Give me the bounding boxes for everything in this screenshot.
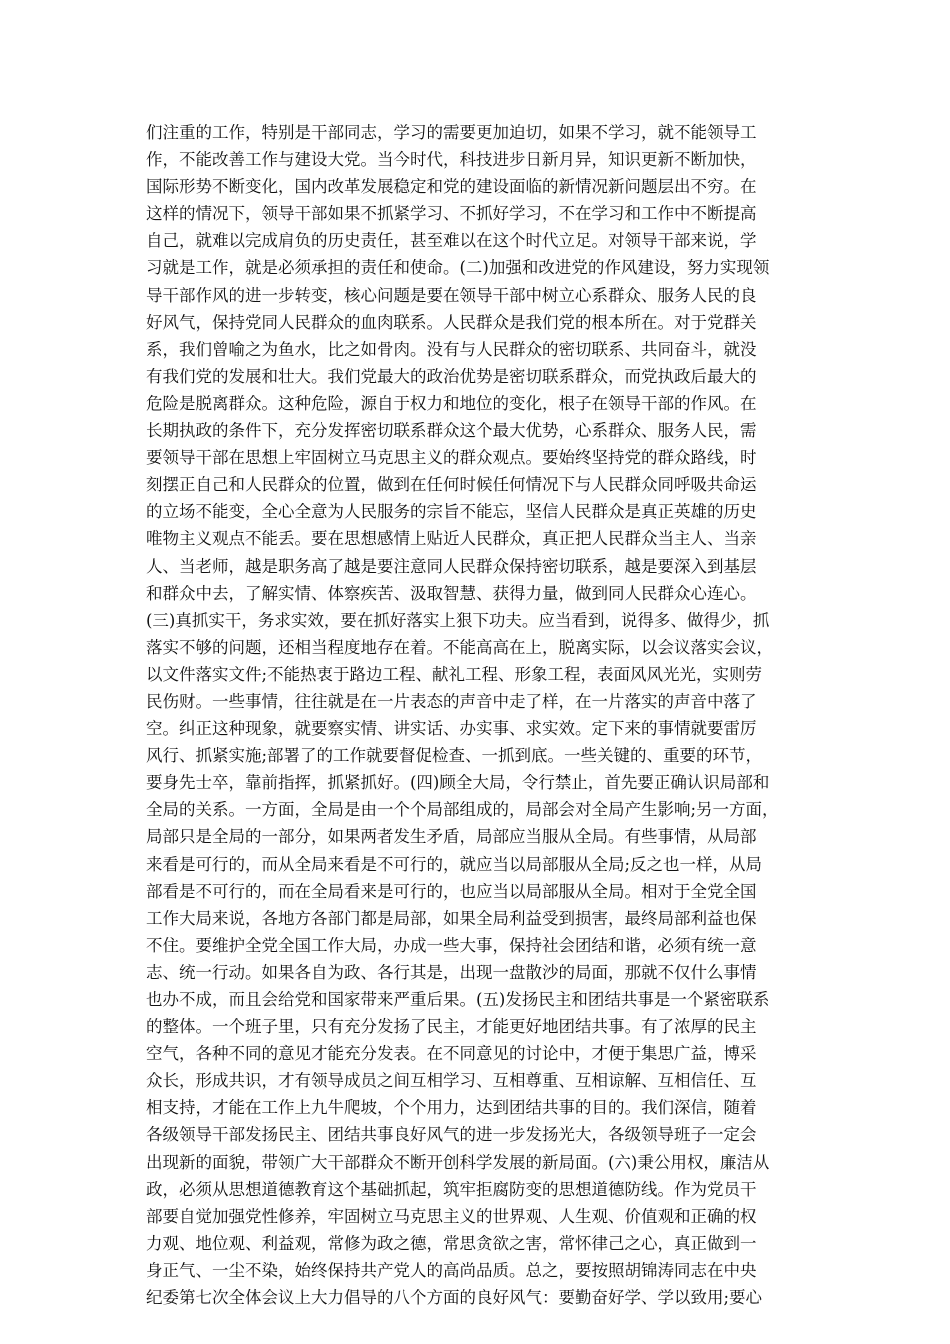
text-line: 和群众中去，了解实情、体察疾苦、汲取智慧、获得力量，做到同人民群众心连心。 [146,583,757,603]
text-line: 民伤财。一些事情，往往就是在一片表态的声音中走了样，在一片落实的声音中落了 [146,691,757,711]
text-line: 出现新的面貌，带领广大干部群众不断开创科学发展的新局面。(六)秉公用权，廉洁从 [146,1152,770,1172]
text-line: 要领导干部在思想上牢固树立马克思主义的群众观点。要始终坚持党的群众路线，时 [146,448,757,468]
text-line: 的整体。一个班子里，只有充分发扬了民主，才能更好地团结共事。有了浓厚的民主 [146,1017,757,1037]
text-line: 部看是不可行的，而在全局看来是可行的，也应当以局部服从全局。相对于全党全国 [146,881,757,901]
text-line: 们注重的工作，特别是干部同志，学习的需要更加迫切，如果不学习，就不能领导工 [146,123,757,142]
text-line: 国际形势不断变化，国内改革发展稳定和党的建设面临的新情况新问题层出不穷。在 [146,177,757,197]
text-line: 人、当老师，越是职务高了越是要注意同人民群众保持密切联系，越是要深入到基层 [146,556,757,576]
text-line: 自己，就难以完成肩负的历史责任，甚至难以在这个时代立足。对领导干部来说，学 [146,231,757,251]
text-line: 要身先士卒，靠前指挥，抓紧抓好。(四)顾全大局，令行禁止，首先要正确认识局部和 [146,773,770,793]
text-line: 危险是脱离群众。这种危险，源自于权力和地位的变化，根子在领导干部的作风。在 [146,393,757,413]
text-line: 系，我们曾喻之为鱼水，比之如骨肉。没有与人民群众的密切联系、共同奋斗，就没 [146,339,757,359]
text-line: 导干部作风的进一步转变，核心问题是要在领导干部中树立心系群众、服务人民的良 [146,285,757,305]
text-line: 全局的关系。一方面，全局是由一个个局部组成的，局部会对全局产生影响;另一方面， [146,800,779,820]
text-line: 唯物主义观点不能丢。要在思想感情上贴近人民群众，真正把人民群众当主人、当亲 [146,529,757,549]
text-line: 志、统一行动。如果各自为政、各行其是，出现一盘散沙的局面，那就不仅什么事情 [146,962,757,982]
text-line: 以文件落实文件;不能热衷于路边工程、献礼工程、形象工程，表面风风光光，实则劳 [146,664,763,684]
text-line: 有我们党的发展和壮大。我们党最大的政治优势是密切联系群众，而党执政后最大的 [146,366,757,386]
text-line: 局部只是全局的一部分，如果两者发生矛盾，局部应当服从全局。有些事情，从局部 [146,827,757,847]
text-line: 刻摆正自己和人民群众的位置，做到在任何时候任何情况下与人民群众同呼吸共命运 [146,475,757,495]
text-line: 众长，形成共识，才有领导成员之间互相学习、互相尊重、互相谅解、互相信任、互 [146,1071,757,1091]
text-line: 纪委第七次全体会议上大力倡导的八个方面的良好风气：要勤奋好学、学以致用;要心 [146,1288,763,1308]
text-line: 政，必须从思想道德教育这个基础抓起，筑牢拒腐防变的思想道德防线。作为党员干 [146,1179,757,1199]
text-line: 身正气、一尘不染，始终保持共产党人的高尚品质。总之，要按照胡锦涛同志在中央 [146,1260,757,1280]
text-line: 空气，各种不同的意见才能充分发表。在不同意见的讨论中，才便于集思广益，博采 [146,1044,757,1064]
text-line: 各级领导干部发扬民主、团结共事良好风气的进一步发扬光大，各级领导班子一定会 [146,1125,757,1145]
text-line: 这样的情况下，领导干部如果不抓紧学习、不抓好学习，不在学习和工作中不断提高 [146,204,757,224]
text-line: 作，不能改善工作与建设大党。当今时代，科技进步日新月异，知识更新不断加快， [146,150,757,170]
text-line: 不住。要维护全党全国工作大局，办成一些大事，保持社会团结和谐，必须有统一意 [146,935,757,955]
text-line: 的立场不能变，全心全意为人民服务的宗旨不能忘，坚信人民群众是真正英雄的历史 [146,502,757,522]
text-line: 部要自觉加强党性修养，牢固树立马克思主义的世界观、人生观、价值观和正确的权 [146,1206,757,1226]
text-line: 来看是可行的，而从全局来看是不可行的，就应当以局部服从全局;反之也一样，从局 [146,854,763,874]
text-line: 也办不成，而且会给党和国家带来严重后果。(五)发扬民主和团结共事是一个紧密联系 [146,990,770,1009]
text-line: 好风气，保持党同人民群众的血肉联系。人民群众是我们党的根本所在。对于党群关 [146,312,757,332]
text-line: 风行、抓紧实施;部署了的工作就要督促检查、一抓到底。一些关键的、重要的环节， [146,746,763,766]
text-line: 习就是工作，就是必须承担的责任和使命。(二)加强和改进党的作风建设，努力实现领 [146,258,770,278]
text-line: (三)真抓实干，务求实效，要在抓好落实上狠下功夫。应当看到，说得多、做得少，抓 [146,610,770,630]
text-line: 力观、地位观、利益观，常修为政之德，常思贪欲之害，常怀律己之心，真正做到一 [146,1233,757,1253]
body-text [146,119,806,1311]
text-line: 落实不够的问题，还相当程度地存在着。不能高高在上，脱离实际，以会议落实会议， [146,637,773,657]
text-line: 长期执政的条件下，充分发挥密切联系群众这个最大优势，心系群众、服务人民，需 [146,421,757,441]
text-line: 空。纠正这种现象，就要察实情、讲实话、办实事、求实效。定下来的事情就要雷厉 [146,719,757,739]
text-line: 工作大局来说，各地方各部门都是局部，如果全局利益受到损害，最终局部利益也保 [146,908,757,928]
text-line: 相支持，才能在工作上九牛爬坡，个个用力，达到团结共事的目的。我们深信，随着 [146,1098,757,1118]
